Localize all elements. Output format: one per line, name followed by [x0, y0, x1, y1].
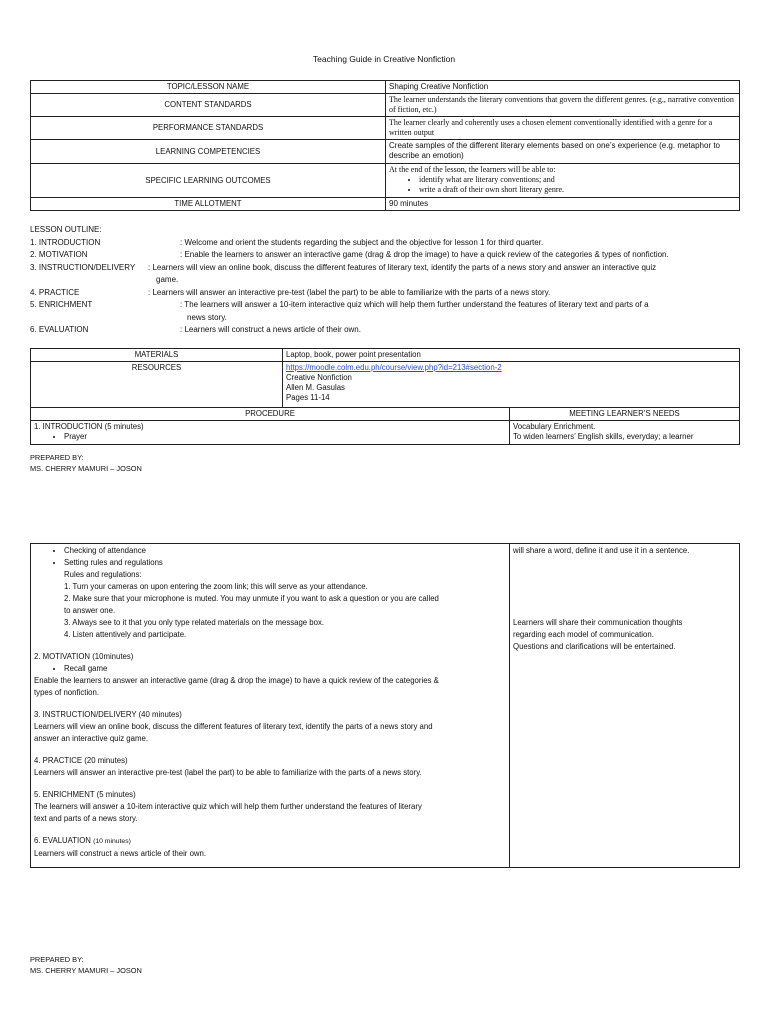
instruction-text: answer an interactive quiz game.: [34, 734, 148, 743]
outline-text: : Enable the learners to answer an interactive game (drag & drop the image) to have a quick review of the categories & types of nonfiction.: [180, 250, 669, 259]
rule-line: 1. Turn your cameras on upon entering the zoom link; this will serve as your attendance.: [64, 582, 368, 591]
resource-line: Creative Nonfiction: [286, 373, 352, 382]
motivation-label: 2. MOTIVATION (10minutes): [34, 652, 134, 661]
learning-outcomes-value: [386, 164, 740, 198]
rules-heading: Rules and regulations:: [64, 570, 142, 579]
outline-label: 6. EVALUATION: [30, 325, 89, 334]
materials-table: [30, 348, 740, 445]
resources-value: [283, 362, 740, 408]
prepared-name: MS. CHERRY MAMURI – JOSON: [30, 464, 142, 473]
resource-line: Pages 11-14: [286, 393, 330, 402]
prayer-bullet: • Prayer: [64, 432, 506, 442]
performance-standards-label: PERFORMANCE STANDARDS: [31, 117, 386, 140]
document-title: Teaching Guide in Creative Nonfiction: [312, 54, 456, 64]
content-standards-value: The learner understands the literary conventions that govern the different genres. (e.g., narrative convention of fiction, etc.): [386, 94, 740, 117]
prepared-label: PREPARED BY:: [30, 955, 84, 964]
outcome-item: • write a draft of their own short literary genre.: [419, 185, 736, 195]
outline-text: : The learners will answer a 10-item interactive quiz which will help them further understand the features of literary text and parts of a: [180, 300, 649, 309]
attendance-bullet: • Checking of attendance: [64, 545, 506, 557]
outline-text-cont: game.: [156, 275, 179, 284]
outline-label: 3. INSTRUCTION/DELIVERY: [30, 262, 136, 272]
time-allotment-label: TIME ALLOTMENT: [31, 198, 386, 211]
materials-label: MATERIALS: [31, 349, 283, 362]
time-allotment-value: 90 minutes: [386, 198, 740, 211]
recall-game-bullet: • Recall game: [64, 663, 506, 675]
evaluation-text: Learners will construct a news article of their own.: [34, 849, 207, 858]
needs-line: Vocabulary Enrichment.: [513, 422, 596, 431]
outline-text: : Learners will answer an interactive pre-test (label the part) to be able to familiarize with the parts of a news story.: [148, 287, 551, 297]
enrichment-text: The learners will answer a 10-item interactive quiz which will help them further understand the features of literary: [34, 802, 422, 811]
rule-line: 4. Listen attentively and participate.: [64, 630, 187, 639]
rule-line: to answer one.: [64, 606, 116, 615]
outline-item: [30, 324, 742, 337]
outline-item: [30, 237, 742, 250]
materials-value: Laptop, book, power point presentation: [283, 349, 740, 362]
outline-label: 5. ENRICHMENT: [30, 300, 93, 309]
lesson-outline: [30, 224, 742, 337]
outline-label: 4. PRACTICE: [30, 287, 80, 297]
motivation-text: Enable the learners to answer an interactive game (drag & drop the image) to have a quick review of the categories &: [34, 676, 439, 685]
enrichment-label: 5. ENRICHMENT (5 minutes): [34, 790, 136, 799]
outline-text: : Learners will view an online book, discuss the different features of literary text, identify the parts of a news story and answer an interactive quiz: [148, 262, 657, 272]
outcome-item: • identify what are literary conventions; and: [419, 175, 736, 185]
learner-needs-header: MEETING LEARNER’S NEEDS: [510, 408, 740, 421]
instruction-label: 3. INSTRUCTION/DELIVERY (40 minutes): [34, 710, 182, 719]
outline-text: : Welcome and orient the students regarding the subject and the objective for lesson 1 for third quarter.: [180, 237, 544, 247]
evaluation-minutes: (10 minutes): [93, 838, 131, 845]
rule-line: 2. Make sure that your microphone is muted. You may unmute if you want to ask a question or you are called: [64, 594, 439, 603]
needs-line: To widen learners’ English skills, everyday; a learner: [513, 432, 694, 441]
evaluation-label: 6. EVALUATION: [34, 836, 91, 845]
lesson-header-table: [30, 80, 740, 211]
learning-competencies-label: LEARNING COMPETENCIES: [31, 140, 386, 164]
prepared-label: PREPARED BY:: [30, 453, 84, 462]
outline-text-cont: news story.: [187, 312, 227, 322]
needs-cont-line: will share a word, define it and use it in a sentence.: [513, 546, 690, 555]
topic-value: Shaping Creative Nonfiction: [386, 81, 740, 94]
outline-heading: LESSON OUTLINE:: [30, 225, 102, 234]
topic-label: TOPIC/LESSON NAME: [31, 81, 386, 94]
learner-needs-cell: [510, 421, 740, 445]
resources-link[interactable]: https://moodle.colm.edu.ph/course/view.php?id=213#section-2: [286, 363, 502, 372]
enrichment-text: text and parts of a news story.: [34, 814, 138, 823]
resource-line: Allen M. Gasulas: [286, 383, 345, 392]
outcomes-intro: At the end of the lesson, the learners will be able to:: [389, 165, 556, 174]
practice-label: 4. PRACTICE (20 minutes): [34, 756, 128, 765]
motivation-text: types of nonfiction.: [34, 688, 100, 697]
outline-text: : Learners will construct a news article of their own.: [180, 325, 361, 334]
prepared-name: MS. CHERRY MAMURI – JOSON: [30, 966, 142, 975]
prepared-by-block-bottom: [30, 954, 142, 976]
practice-text: Learners will answer an interactive pre-test (label the part) to be able to familiarize with the parts of a news story.: [34, 768, 422, 777]
needs-comm-line: regarding each model of communication.: [513, 630, 654, 639]
needs-comm-line: Questions and clarifications will be entertained.: [513, 642, 676, 651]
prepared-by-block: [30, 452, 142, 474]
learning-competencies-value: Create samples of the different literary elements based on one’s experience (e.g. metaphor to describe an emotion): [386, 140, 740, 164]
procedure-header: PROCEDURE: [31, 408, 510, 421]
learning-outcomes-label: SPECIFIC LEARNING OUTCOMES: [31, 164, 386, 198]
outline-item: [30, 299, 742, 324]
instruction-text: Learners will view an online book, discuss the different features of literary text, identify the parts of a news story and: [34, 722, 433, 731]
procedure-cell: [31, 421, 510, 445]
intro-label: 1. INTRODUCTION (5 minutes): [34, 422, 144, 431]
rule-line: 3. Always see to it that you only type related materials on the message box.: [64, 618, 325, 627]
outline-label: 1. INTRODUCTION: [30, 237, 101, 247]
procedure-steps-cell: [31, 544, 510, 868]
evaluation-heading: [34, 835, 506, 848]
learner-needs-cell-cont: [510, 544, 740, 868]
procedure-table: [30, 543, 740, 868]
outline-item: [30, 262, 742, 287]
outline-item: [30, 249, 742, 262]
resources-label: RESOURCES: [31, 362, 283, 408]
outline-item: [30, 287, 742, 300]
rules-bullet: • Setting rules and regulations: [64, 557, 506, 569]
needs-comm-line: Learners will share their communication thoughts: [513, 618, 683, 627]
outline-label: 2. MOTIVATION: [30, 250, 88, 259]
performance-standards-value: The learner clearly and coherently uses a chosen element conventionally identified with a genre for a written output: [386, 117, 740, 140]
content-standards-label: CONTENT STANDARDS: [31, 94, 386, 117]
